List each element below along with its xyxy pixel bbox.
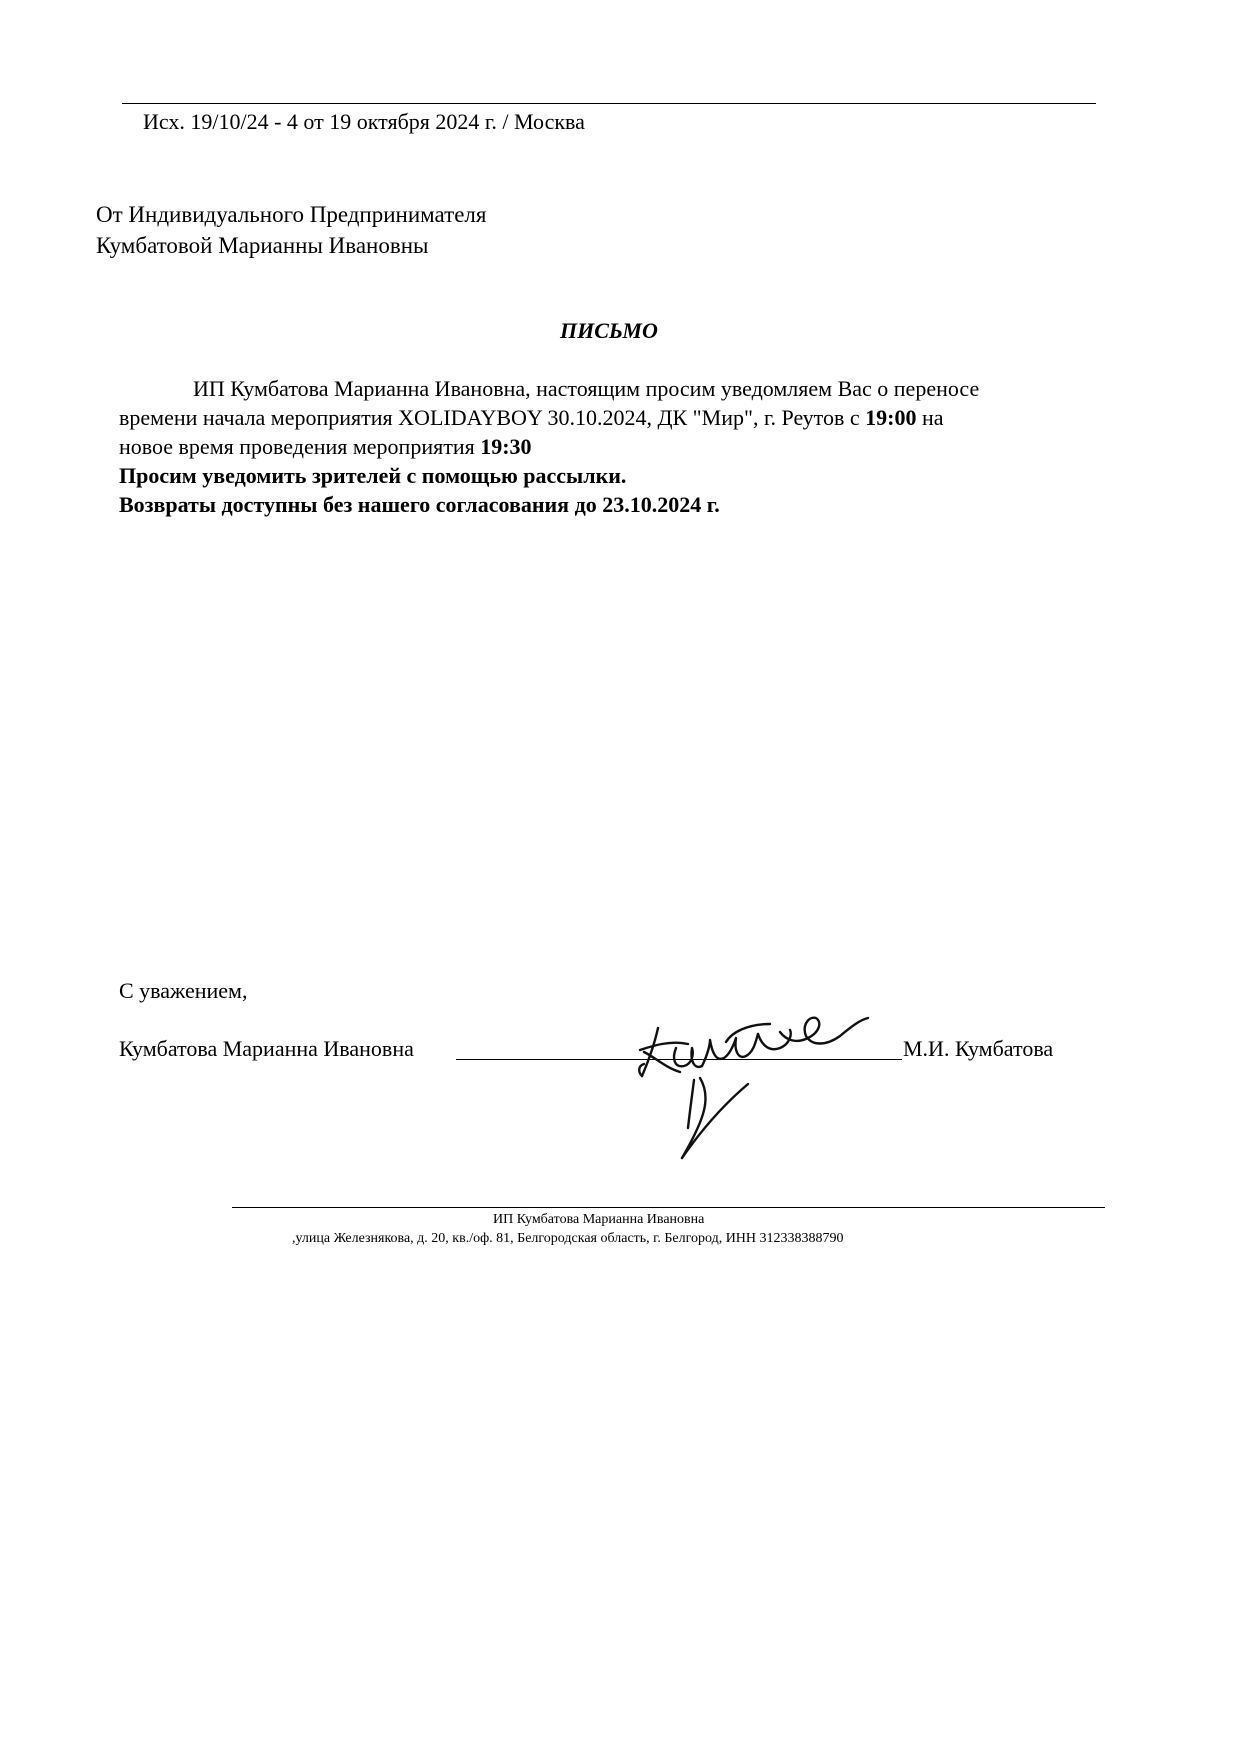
signer-full-name: Кумбатова Марианна Ивановна	[119, 1036, 414, 1061]
old-time: 19:00	[865, 405, 917, 430]
body-line-3: новое время проведения мероприятия 19:30	[119, 434, 532, 459]
footer-company: ИП Кумбатова Марианна Ивановна	[493, 1212, 705, 1227]
reference-line: Исх. 19/10/24 - 4 от 19 октября 2024 г. / Москва	[143, 109, 585, 134]
notify-line: Просим уведомить зрителей с помощью рассылки.	[119, 463, 627, 488]
footer-rule	[232, 1207, 1105, 1208]
letter-title: ПИСЬМО	[560, 318, 658, 343]
regards-text: С уважением,	[119, 978, 248, 1003]
body-line-2: времени начала мероприятия XOLIDAYBOY 30.10.2024, ДК "Мир", г. Реутов с 19:00 на	[119, 405, 944, 430]
letter-body	[119, 374, 1109, 519]
body-line-1: ИП Кумбатова Марианна Ивановна, настоящим просим уведомляем Вас о переносе	[193, 376, 980, 401]
refunds-line: Возвраты доступны без нашего согласования до 23.10.2024 г.	[119, 492, 720, 517]
sender-line-2: Кумбатовой Марианны Ивановны	[96, 233, 429, 258]
header-rule	[122, 103, 1096, 104]
new-time: 19:30	[480, 434, 532, 459]
handwritten-signature	[630, 1010, 875, 1170]
sender-line-1: От Индивидуального Предпринимателя	[96, 202, 487, 227]
footer-address: ,улица Железнякова, д. 20, кв./оф. 81, Белгородская область, г. Белгород, ИНН 312338388790	[292, 1231, 844, 1246]
signer-short-name: М.И. Кумбатова	[903, 1036, 1054, 1061]
